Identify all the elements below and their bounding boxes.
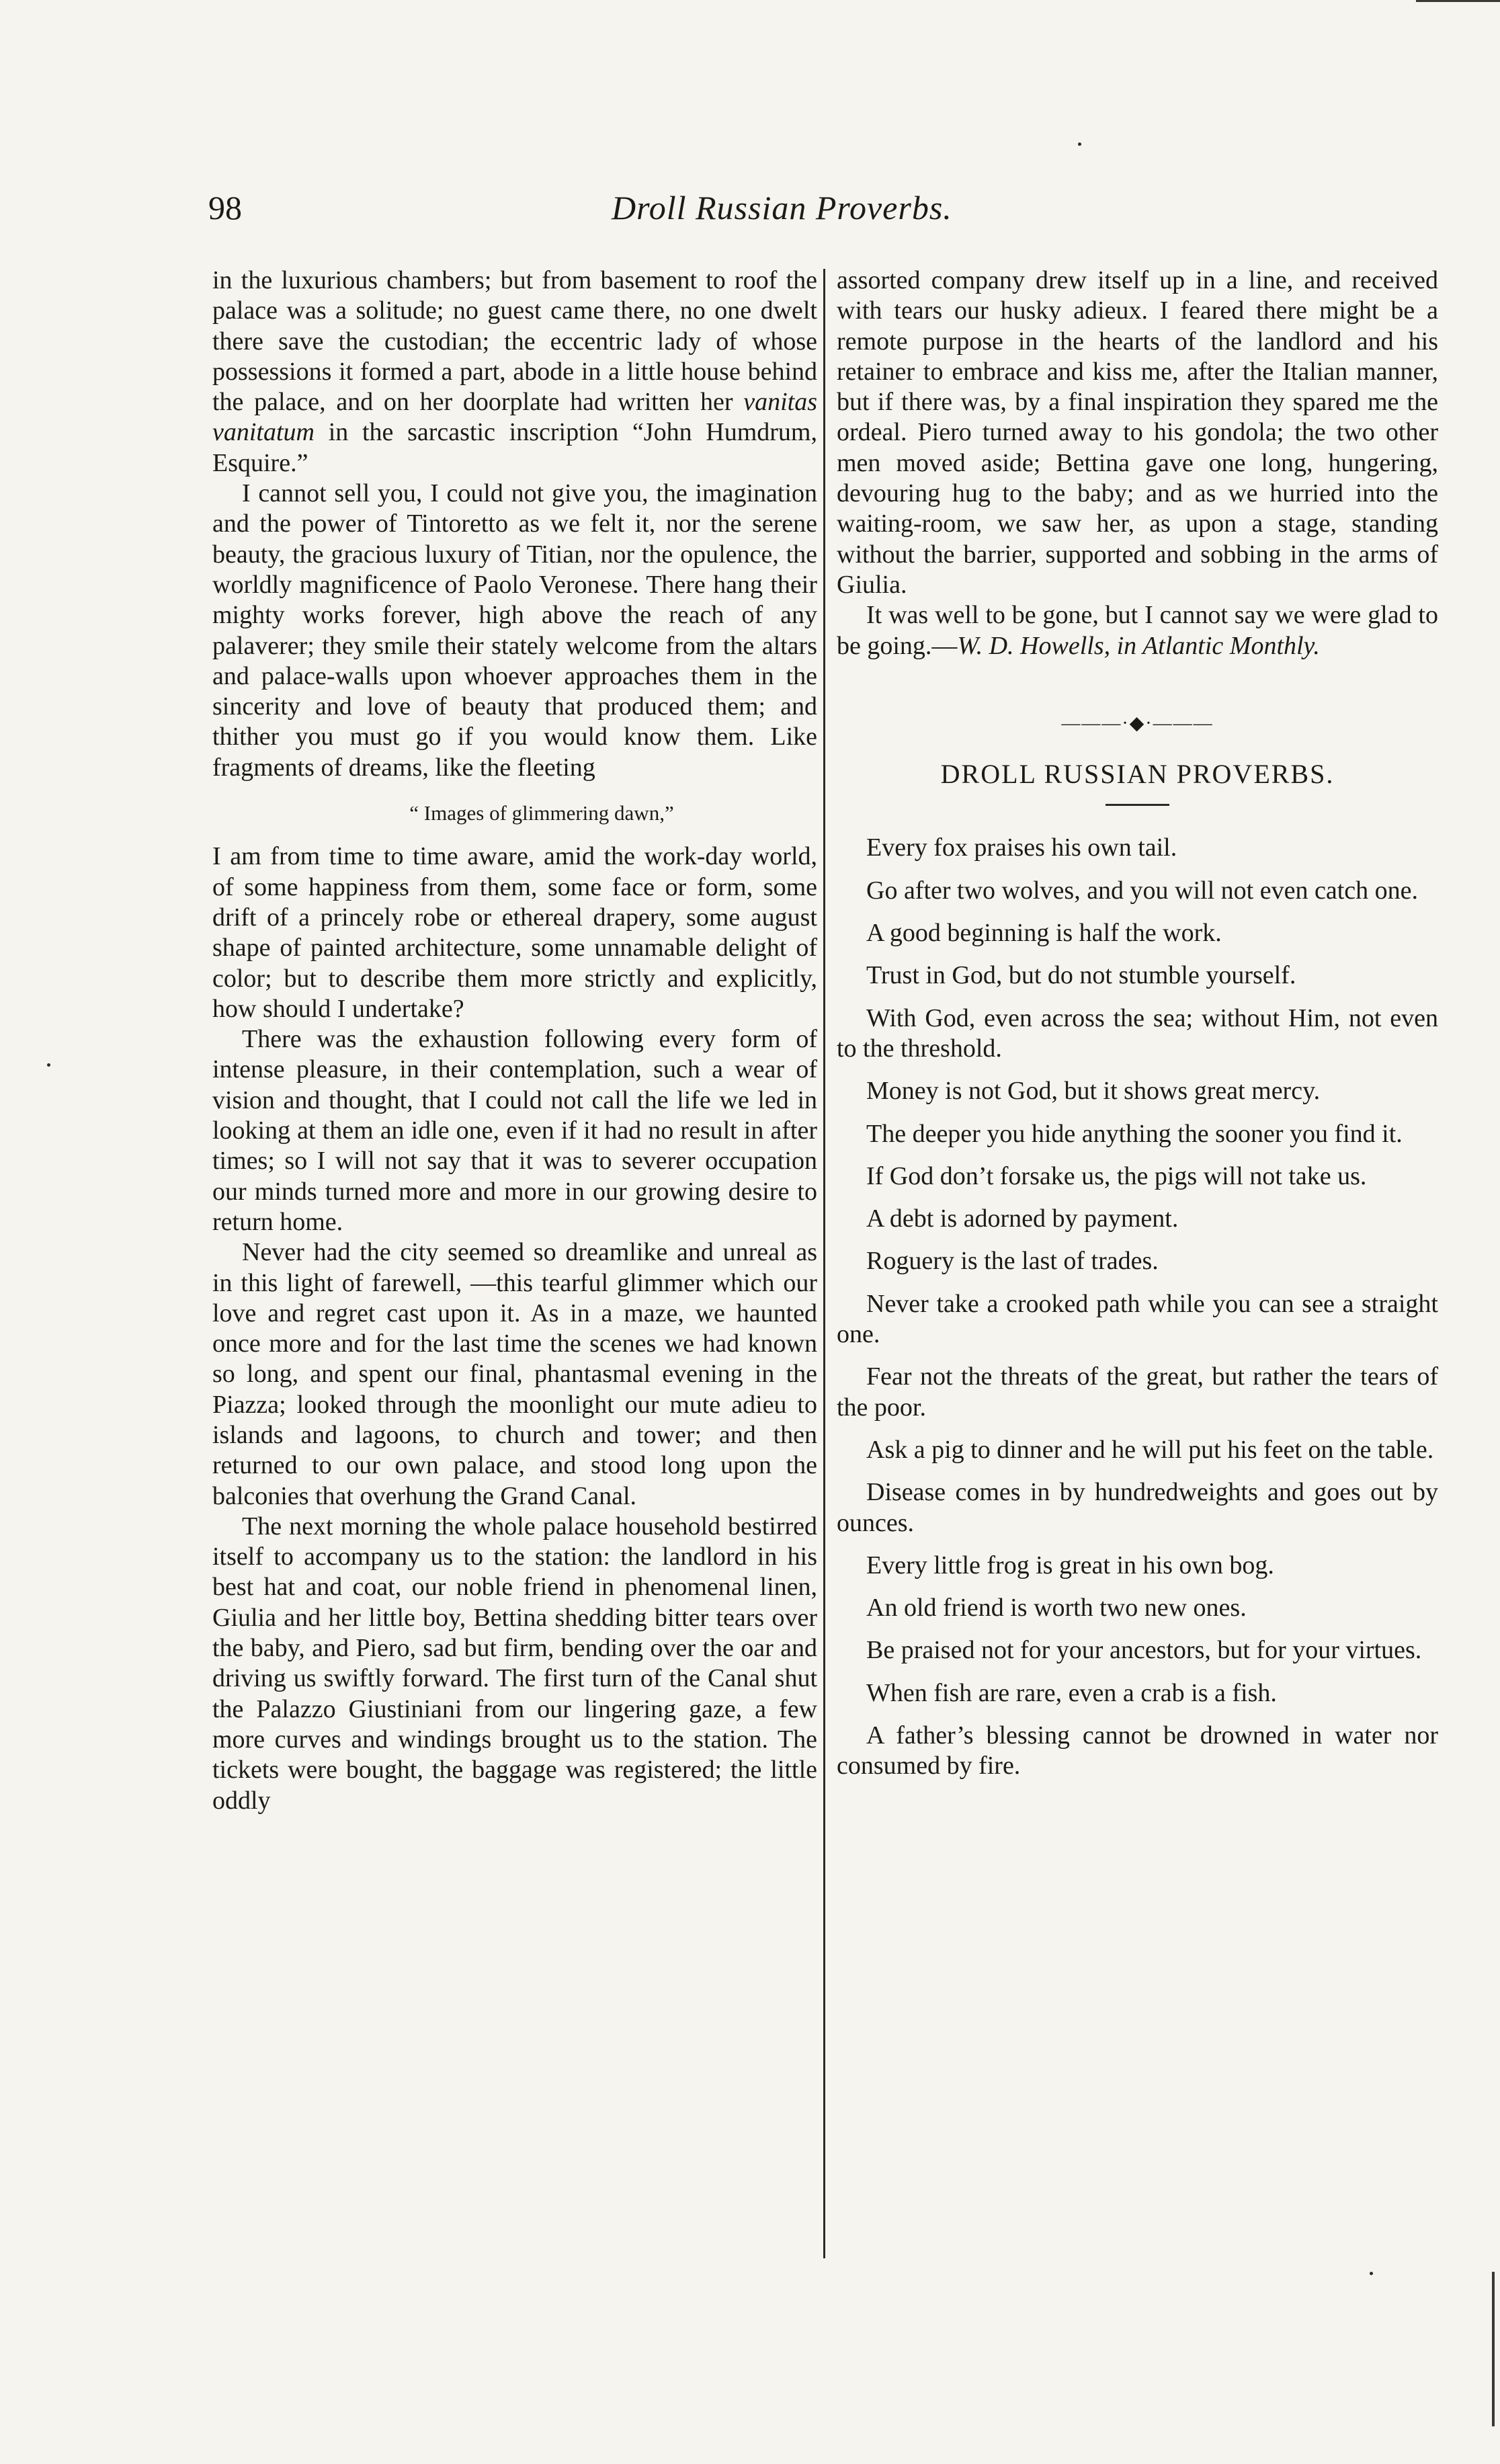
running-title: Droll Russian Proverbs. xyxy=(612,189,952,227)
proverb: Fear not the threats of the great, but rather the tears of the poor. xyxy=(837,1362,1438,1422)
column-divider xyxy=(823,269,825,2258)
page-edge-mark-top xyxy=(1416,0,1500,2)
proverb: Be praised not for your ancestors, but for your virtues. xyxy=(866,1636,1422,1665)
proverb: An old friend is worth two new ones. xyxy=(866,1594,1247,1623)
proverb-list xyxy=(837,833,1438,1781)
paragraph: There was the exhaustion following every form of intense pleasure, in their contemplation, such a wear of vision and thought, that I could not call the life we led in looking at them an idle one, even if it had no result in after times; so I will not say that it was to severer occupation our minds turned more and more in our growing desire to return home. xyxy=(212,1025,817,1236)
page-edge-mark-bottom xyxy=(1492,2272,1495,2426)
paragraph xyxy=(212,265,817,479)
paragraph xyxy=(837,600,1438,661)
proverb: Never take a crooked path while you can see a straight one. xyxy=(837,1289,1438,1349)
proverb: Every fox praises his own tail. xyxy=(866,833,1177,862)
proverb: Roguery is the last of trades. xyxy=(866,1247,1159,1276)
proverb: The deeper you hide anything the sooner you find it. xyxy=(866,1119,1403,1148)
paragraph-text: in the luxurious chambers; but from basement to roof the palace was a solitude; no guest came there, no one dwelt there save the custodian; the eccentric lady of whose possessions it formed a part, abode in a little house behind the palace, and on her doorplate had written her xyxy=(212,266,817,417)
page-header xyxy=(208,188,1028,242)
proverb: A father’s blessing cannot be drowned in water nor consumed by fire. xyxy=(837,1721,1438,1780)
proverb: Money is not God, but it shows great mercy. xyxy=(866,1077,1321,1106)
proverb: With God, even across the sea; without Him, not even to the threshold. xyxy=(837,1003,1438,1063)
paper-speck xyxy=(1078,142,1081,146)
title-rule xyxy=(1106,804,1169,806)
proverb: A good beginning is half the work. xyxy=(866,919,1222,948)
paragraph: The next morning the whole palace household bestirred itself to accompany us to the station: the landlord in his best hat and coat, our noble friend in phenomenal linen, Giulia and her little boy, Bettina shedding bitter tears over the baby, and Piero, sad but firm, bending over the oar and driving us swiftly forward. The first turn of the Canal shut the Palazzo Giustiniani from our lingering gaze, a few more curves and windings brought us to the station. The tickets were bought, the baggage was registered; the little oddly xyxy=(212,1512,817,1815)
proverb: Trust in God, but do not stumble yourself. xyxy=(866,961,1296,990)
proverb: When fish are rare, even a crab is a fish. xyxy=(866,1678,1277,1707)
paragraph: Never had the city seemed so dreamlike and unreal as in this light of farewell, —this tearful glimmer which our love and regret cast upon it. As in a maze, we haunted once more and for the last time the scenes we had known so long, and spent our final, phantasmal evening in the Piazza; looked through the moonlight our mute adieu to islands and lagoons, to church and tower; and then returned to our own palace, and stood long upon the balconies that overhung the Grand Canal. xyxy=(212,1238,817,1510)
proverb: If God don’t forsake us, the pigs will not take us. xyxy=(866,1161,1367,1190)
paper-speck xyxy=(1370,2272,1373,2275)
right-column xyxy=(837,265,1438,1794)
attribution: W. D. Howells, in Atlantic Monthly. xyxy=(957,631,1320,660)
paragraph-text: It was well to be gone, but I cannot say we were glad to be going.— xyxy=(837,601,1438,660)
proverb: Ask a pig to dinner and he will put his feet on the table. xyxy=(866,1435,1434,1464)
paragraph: I am from time to time aware, amid the work-day world, of some happiness from them, some face or form, some drift of a princely robe or ethereal drapery, some august shape of painted architecture, some unnamable delight of color; but to describe them more strictly and explicitly, how should I undertake? xyxy=(212,842,817,1023)
latin-phrase: vanitas vanitatum xyxy=(212,388,818,447)
page-number: 98 xyxy=(208,189,242,227)
proverb: Every little frog is great in his own bog. xyxy=(866,1551,1274,1579)
proverb: Disease comes in by hundredweights and goes out by ounces. xyxy=(837,1478,1438,1537)
section-ornament: ———·◆·——— xyxy=(1061,712,1214,734)
left-column xyxy=(212,265,817,1816)
paragraph: I cannot sell you, I could not give you, the imagination and the power of Tintoretto as we felt it, nor the serene beauty, the gracious luxury of Titian, nor the opulence, the worldly magnificence of Paolo Veronese. There hang their mighty works forever, high above the reach of any palaverer; they smile their stately welcome from the altars and palace-walls upon whoever approaches them in the sincerity and love of beauty that produced them; and thither you must go if you would know them. Like fragments of dreams, like the fleeting xyxy=(212,479,817,782)
paragraph-text: in the sarcastic inscription “John Humdrum, Esquire.” xyxy=(212,418,817,477)
block-quote: “ Images of glimmering dawn,” xyxy=(409,801,674,825)
paper-speck xyxy=(47,1063,50,1067)
section-title: DROLL RUSSIAN PROVERBS. xyxy=(940,759,1335,790)
proverb: Go after two wolves, and you will not even catch one. xyxy=(866,876,1418,905)
proverb: A debt is adorned by payment. xyxy=(866,1204,1179,1233)
paragraph: assorted company drew itself up in a line, and received with tears our husky adieux. I feared there might be a remote purpose in the hearts of the landlord and his retainer to embrace and kiss me, after the Italian manner, but if there was, by a final inspiration they spared me the ordeal. Piero turned away to his gondola; the two other men moved aside; Bettina gave one long, hungering, devouring hug to the baby; and as we hurried into the waiting-room, we saw her, as upon a stage, standing without the barrier, supported and sobbing in the arms of Giulia. xyxy=(837,266,1438,599)
